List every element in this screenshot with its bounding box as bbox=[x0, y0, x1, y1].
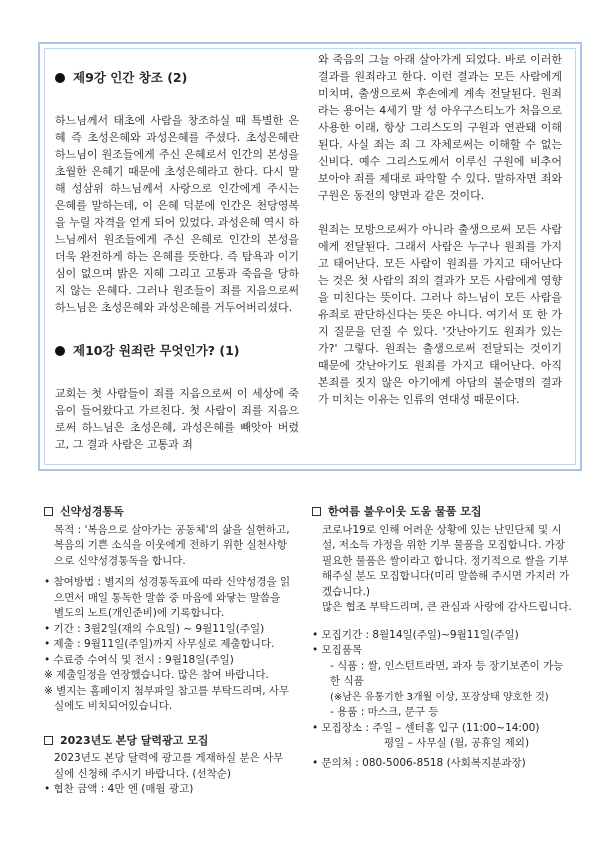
donation-period-text: 모집기간 : 8월14일(주일)~9월11일(주일) bbox=[321, 628, 519, 641]
lesson10-paragraph-cont: 와 죽음의 그늘 아래 살아가게 되었다. 바로 이러한 결과를 원죄라고 한다. 이런 결과는 모든 사람에게 미치며, 출생으로써 후손에게 계속 전달된다. 원죄라는 용어는 4세기 말 성 아우구스티노가 처음으로 사용한 이래, 항상 그리스도의 구원과 연관돼 이해된다. 사실 죄는 죄 그 자체로써는 이해할 수 없는 신비다. 예수 그리스도께서 이루신 구원에 비추어 보아야 죄를 제대로 파악할 수 있다. 말하자면 죄와 구원은 동전의 양면과 같은 것이다. bbox=[318, 53, 562, 202]
donation-items-label: 모집품목 bbox=[321, 644, 363, 656]
donation-heading bbox=[312, 504, 572, 520]
lesson10-paragraph-start: 교회는 첫 사람들이 죄를 지음으로써 이 세상에 죽음이 들어왔다고 가르친다. 첫 사람이 죄를 지음으로써 하느님은 초성은혜, 과성은혜를 빼앗아 버렸고, 그 결과 사람은 고통과 죄 bbox=[55, 387, 299, 451]
bible-method: • 참여방법 : 별지의 성경통독표에 따라 신약성경을 읽으면서 매일 통독한 말씀 중 마음에 와닿는 말씀을 별도의 노트(개인준비)에 기록합니다. bbox=[44, 576, 291, 619]
bible-award: • 수료증 수여식 및 전시 : 9월18일(주일) bbox=[44, 653, 234, 666]
bible-award-text: 수료증 수여식 및 전시 : 9월18일(주일) bbox=[53, 653, 234, 666]
donation-place1-text: 모집장소 : 주일 – 센터홀 입구 (11:00~14:00) bbox=[321, 721, 540, 734]
donation-section bbox=[312, 504, 572, 771]
bible-purpose: 목적 : '복음으로 살아가는 공동체'의 삶을 실현하고, 복음의 기쁜 소식을 이웃에게 전하기 위한 실천사항으로 신약성경통독을 합니다. bbox=[54, 523, 290, 567]
square-bullet-icon bbox=[44, 507, 53, 516]
lesson9-paragraph: 하느님께서 태초에 사람을 창조하실 때 특별한 은혜 즉 초성은혜와 과성은혜를 주셨다. 초성은혜란 하느님이 원조들에게 주신 은혜로서 인간의 본성을 초월한 은혜기 때문에 초성은혜라고 한다. 다시 말해 성삼위 하느님께서 사랑으로 인간에게 주시는 은혜를 말하는데, 이 은혜 덕분에 인간은 천당영복을 누릴 자격을 얻게 되어 있었다. 과성은혜 역시 하느님께서 원조들에게 주신 은혜로 인간의 본성을 더욱 완전하게 하는 은혜를 뜻한다. 즉 탐욕과 이기심이 없으며 밝은 지혜 그리고 고통과 죽음을 당하지 않는 은혜다. 그러나 원조들이 죄를 지음으로써 하느님은 초성은혜와 과성은혜를 거두어버리셨다. bbox=[55, 114, 299, 314]
lecture-box bbox=[38, 42, 582, 471]
donation-food-note: (※남은 유통기한 3개월 이상, 포장상태 양호한 것) bbox=[330, 691, 549, 703]
right-column bbox=[318, 51, 562, 425]
donation-desc1: 코로나19로 인해 어려운 상황에 있는 난민단체 및 시설, 저소득 가정을 위한 기부 물품을 모집합니다. 가장 필요한 물품은 쌀이라고 합니다. 정기적으로 쌀을 기부해주실 분도 모집합니다(미리 말씀해 주시면 가지러 가겠습니다.) bbox=[322, 523, 570, 598]
lesson9-heading bbox=[55, 69, 299, 86]
lecture-box-inner bbox=[44, 48, 576, 465]
bible-note1: ※ 제출일정을 연장했습니다. 많은 참여 바랍니다. bbox=[44, 669, 269, 681]
calendar-fee: • 협찬 금액 : 4만 엔 (매월 광고) bbox=[44, 783, 194, 795]
square-bullet-icon bbox=[44, 736, 53, 745]
lesson10-paragraph2: 원죄는 모방으로써가 아니라 출생으로써 모든 사람에게 전달된다. 그래서 사람은 누구나 원죄를 가지고 태어난다. 모든 사람이 원죄를 가지고 태어난다는 것은 첫 사람의 죄의 결과가 모든 사람에게 영향을 미친다는 뜻이다. 그러나 하느님이 모든 사람을 유죄로 판단하신다는 뜻은 아니다. 여기서 또 한 가지 질문을 던질 수 있다. '갓난아기도 원죄가 있는가?' 그렇다. 원죄는 출생으로써 전달되는 것이기 때문에 갓난아기도 원죄를 가지고 태어난다. 아직 본죄를 짓지 않은 아기에게 아담의 불순명의 결과가 미치는 이유는 인류의 연대성 때문이다. bbox=[318, 223, 562, 406]
bullet-icon bbox=[55, 73, 65, 83]
donation-place2: 평일 – 사무실 (월, 공휴일 제외) bbox=[384, 737, 530, 749]
donation-items: • 모집품목 bbox=[312, 644, 363, 656]
bible-method-text: 참여방법 : 별지의 성경통독표에 따라 신약성경을 읽으면서 매일 통독한 말씀 중 마음에 와닿는 말씀을 별도의 노트(개인준비)에 기록합니다. bbox=[53, 576, 291, 619]
calendar-fee-text: 협찬 금액 : 4만 엔 (매월 광고) bbox=[53, 783, 194, 795]
donation-desc2: 많은 협조 부탁드리며, 큰 관심과 사랑에 감사드립니다. bbox=[322, 601, 572, 613]
square-bullet-icon bbox=[312, 507, 321, 516]
left-column bbox=[55, 57, 299, 470]
bible-heading bbox=[44, 504, 292, 520]
donation-food: - 식품 : 쌀, 인스턴트라면, 과자 등 장기보존이 가능한 식품 bbox=[330, 659, 564, 687]
bible-period: • 기간 : 3월2일(재의 수요일) ~ 9월11일(주일) bbox=[44, 622, 265, 635]
calendar-desc: 2023년도 본당 달력에 광고를 게재하실 분은 사무실에 신청해 주시기 바랍니다. (선착순) bbox=[54, 752, 284, 780]
donation-period: • 모집기간 : 8월14일(주일)~9월11일(주일) bbox=[312, 628, 519, 641]
donation-title: 한여름 불우이웃 도움 물품 모집 bbox=[328, 505, 482, 518]
bible-section bbox=[44, 504, 292, 798]
bullet-icon bbox=[55, 346, 65, 356]
lesson9-title: 제9강 인간 창조 (2) bbox=[73, 70, 188, 85]
bible-submit-text: 제출 : 9월11일(주일)까지 사무실로 제출합니다. bbox=[53, 638, 275, 650]
lesson10-heading bbox=[55, 342, 299, 359]
donation-contact: • 문의처 : 080-5006-8518 (사회복지분과장) bbox=[312, 756, 526, 769]
donation-contact-text: 문의처 : 080-5006-8518 (사회복지분과장) bbox=[321, 756, 526, 769]
donation-place: • 모집장소 : 주일 – 센터홀 입구 (11:00~14:00) bbox=[312, 721, 540, 734]
donation-goods: - 용품 : 마스크, 문구 등 bbox=[330, 706, 439, 718]
bible-title: 신약성경통독 bbox=[60, 505, 124, 518]
lesson10-title: 제10강 원죄란 무엇인가? (1) bbox=[73, 343, 240, 358]
calendar-title: 2023년도 본당 달력광고 모집 bbox=[60, 733, 209, 747]
bible-submit: • 제출 : 9월11일(주일)까지 사무실로 제출합니다. bbox=[44, 638, 275, 650]
calendar-heading bbox=[44, 733, 292, 749]
bible-note2: ※ 별지는 홈페이지 첨부파일 참고를 부탁드리며, 사무실에도 비치되어있습니다. bbox=[44, 684, 290, 712]
bible-period-text: 기간 : 3월2일(재의 수요일) ~ 9월11일(주일) bbox=[53, 622, 265, 635]
